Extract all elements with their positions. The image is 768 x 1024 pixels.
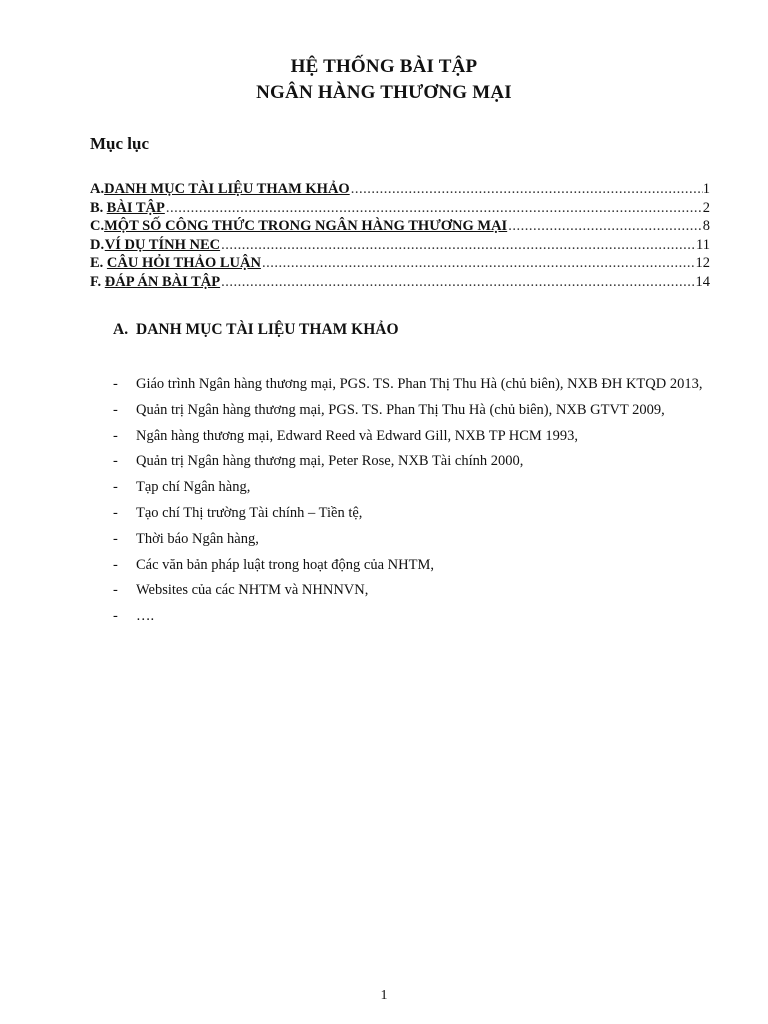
toc-entry-label[interactable]: ĐÁP ÁN BÀI TẬP: [104, 273, 221, 290]
reference-text: Các văn bản pháp luật trong hoạt động của NHTM,: [136, 556, 434, 573]
list-item: [113, 553, 703, 579]
toc-entry-page: 14: [695, 273, 710, 290]
toc-entry-label[interactable]: BÀI TẬP: [106, 199, 165, 216]
document-title-line-2: NGÂN HÀNG THƯƠNG MẠI: [256, 82, 512, 103]
reference-text: Ngân hàng thương mại, Edward Reed và Edward Gill, NXB TP HCM 1993,: [136, 427, 579, 444]
toc-entry-label[interactable]: DANH MỤC TÀI LIỆU THAM KHẢO: [104, 181, 350, 197]
list-bullet: -: [113, 427, 118, 444]
section-title: DANH MỤC TÀI LIỆU THAM KHẢO: [136, 321, 399, 338]
toc-entry-page: 1: [702, 181, 710, 197]
table-of-contents: [90, 180, 710, 291]
toc-entry-page: 12: [695, 255, 710, 271]
toc-leader-dots: [220, 273, 695, 292]
list-bullet: -: [113, 608, 118, 625]
reference-text: Tạo chí Thị trường Tài chính – Tiền tệ,: [136, 504, 363, 521]
reference-text: Quản trị Ngân hàng thương mại, PGS. TS. Phan Thị Thu Hà (chủ biên), NXB GTVT 2009,: [136, 401, 665, 418]
toc-entry-c[interactable]: [90, 217, 710, 236]
toc-entry-label[interactable]: CÂU HỎI THẢO LUẬN: [106, 255, 261, 271]
toc-leader-dots: [220, 236, 696, 255]
toc-heading: Mục lục: [90, 134, 150, 153]
list-bullet: -: [113, 376, 118, 392]
toc-leader-dots: [261, 254, 696, 273]
list-item: [113, 604, 703, 630]
reference-text: Thời báo Ngân hàng,: [136, 530, 259, 547]
toc-entry-d[interactable]: [90, 236, 710, 255]
toc-leader-dots: [165, 199, 703, 218]
document-title-line-1: HỆ THỐNG BÀI TẬP: [290, 56, 478, 77]
list-item: [113, 398, 703, 424]
section-a-heading: [113, 321, 399, 339]
toc-entry-page: 8: [702, 218, 710, 234]
toc-entry-letter: E.: [90, 255, 104, 271]
list-item: [113, 527, 703, 553]
toc-entry-label[interactable]: MỘT SỐ CÔNG THỨC TRONG NGÂN HÀNG THƯƠNG MẠI: [104, 218, 508, 234]
toc-entry-letter: B.: [90, 199, 104, 216]
list-item: [113, 449, 703, 475]
page-number: 1: [380, 988, 388, 1003]
reference-text: Giáo trình Ngân hàng thương mại, PGS. TS. Phan Thị Thu Hà (chủ biên), NXB ĐH KTQD 2013,: [136, 376, 703, 392]
reference-text: ….: [136, 608, 155, 625]
list-bullet: -: [113, 530, 118, 547]
reference-text: Websites của các NHTM và NHNNVN,: [136, 582, 369, 599]
toc-entry-letter: A.: [90, 181, 105, 197]
section-letter: A.: [113, 321, 129, 338]
toc-entry-a[interactable]: [90, 180, 710, 199]
toc-entry-f[interactable]: [90, 273, 710, 292]
toc-entry-page: 2: [702, 199, 710, 216]
list-bullet: -: [113, 453, 118, 470]
reference-text: Quản trị Ngân hàng thương mại, Peter Rose, NXB Tài chính 2000,: [136, 453, 524, 470]
list-bullet: -: [113, 556, 118, 573]
list-bullet: -: [113, 479, 118, 496]
toc-entry-letter: F.: [90, 273, 102, 290]
reference-list: [113, 372, 703, 630]
toc-entry-e[interactable]: [90, 254, 710, 273]
reference-text: Tạp chí Ngân hàng,: [136, 479, 251, 496]
toc-leader-dots: [507, 217, 703, 236]
list-item: [113, 372, 703, 398]
toc-entry-label[interactable]: VÍ DỤ TÍNH NEC: [104, 236, 221, 253]
list-item: [113, 475, 703, 501]
list-bullet: -: [113, 582, 118, 599]
toc-leader-dots: [350, 180, 703, 199]
list-item: [113, 424, 703, 450]
toc-entry-letter: C.: [90, 218, 105, 234]
list-bullet: -: [113, 504, 118, 521]
toc-entry-b[interactable]: [90, 199, 710, 218]
toc-entry-page: 11: [696, 236, 710, 253]
toc-entry-letter: D.: [90, 236, 105, 253]
list-item: [113, 501, 703, 527]
list-bullet: -: [113, 401, 118, 418]
list-item: [113, 578, 703, 604]
